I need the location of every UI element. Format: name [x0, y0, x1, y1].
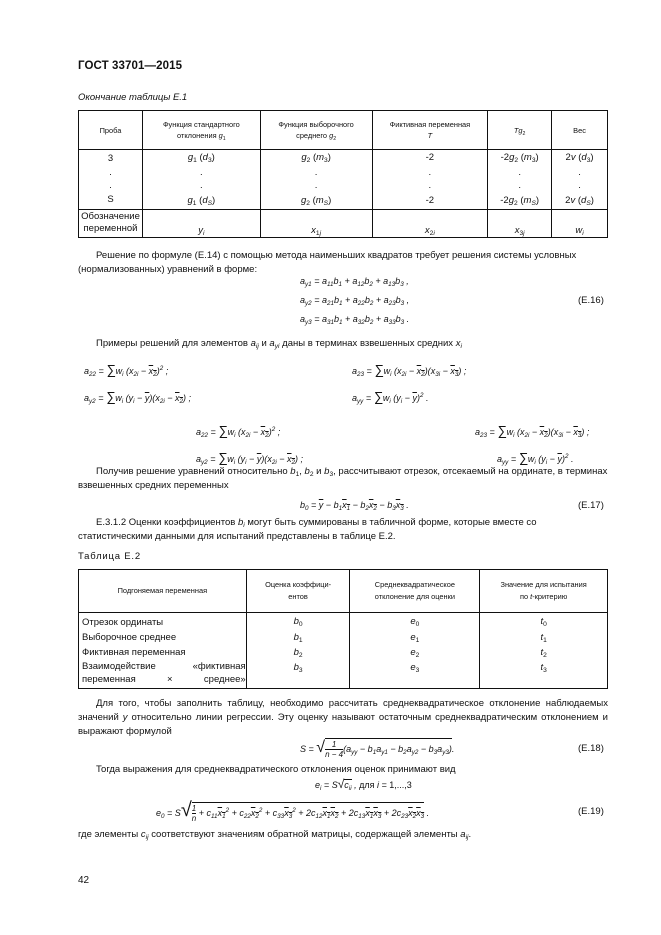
paragraph-1: Решение по формуле (Е.14) с помощью метода наименьших квадратов требует решения системы условных (нормализованных) уравнений в форме: — [78, 250, 577, 275]
table-cell: $b_0$ — [246, 613, 350, 631]
table-cell: . — [372, 166, 488, 180]
paragraph-3: Получив решение уравнений относительно $b_1$, $b_2$ и $b_3$, рассчитывают отрезок, отсекаемый на ординате, в терминах взвешенных средних переменных — [78, 466, 608, 491]
table-cell: $t_0$ — [480, 613, 608, 631]
table-cell: $t_3$ — [480, 660, 608, 689]
table-cell: . — [372, 179, 488, 193]
table-cell: . — [79, 166, 143, 180]
equation-ei: $e_i = S√c_{ii}$ , для i = 1,...,3 — [315, 777, 412, 792]
paragraph-6: Тогда выражения для среднеквадратического отклонения оценок принимают вид — [96, 764, 456, 775]
equation-e18: S = √ $\frac{1}{n - 4}$ $(a_{yy} - b_1a_{y1} - b_2a_{y2} - b_3a_{y3})$. — [300, 738, 455, 759]
table-cell: $g_1$ $(d_3)$ — [142, 150, 260, 166]
table-cell: $x_{2i}$ — [372, 210, 488, 238]
table-cell: . — [260, 166, 372, 180]
table-cell: . — [552, 179, 608, 193]
table-cell: $x_{3j}$ — [488, 210, 552, 238]
table-cell: $e_1$ — [350, 630, 480, 645]
example-ayy-right: $a_{yy} = \sum w_i$ $(y_i - \overline{y})^2$ . — [352, 389, 429, 405]
table-cell: Фиктивная переменная — [79, 645, 247, 660]
table2-header: Среднеквадратическое отклонение для оценки — [350, 570, 480, 613]
page-number: 42 — [78, 875, 90, 886]
equation-e17: $b_0 = \overline{y} - b_1x_1 - b_2x_2 - b_3x_3$ . — [300, 500, 409, 512]
equation-e16-line2: $a_{y2} = a_{21}b_1 + a_{22}b_2 + a_{23}b_3$ , — [300, 295, 410, 307]
table2-caption: Таблица Е.2 — [78, 551, 141, 562]
example-a23-right: $a_{23} = \sum w_i$ $(x_{2i} - x_2)(x_{3i} - x_3)$ ; — [352, 362, 467, 378]
table1-header: Фиктивная переменная T — [372, 111, 488, 150]
table-cell: $-2g_2$ $(m_S)$ — [488, 193, 552, 210]
example-ayy: $a_{yy} = \sum w_i$ $(y_i - \overline{y})^2$ . — [497, 450, 574, 466]
table-cell: $x_{1j}$ — [260, 210, 372, 238]
example-a23: $a_{23} = \sum w_i$ $(x_{2i} - x_2)(x_{3i} - x_3)$ ; — [475, 423, 590, 439]
equation-e16-line1: $a_{y1} = a_{11}b_1 + a_{12}b_2 + a_{13}b_3$ , — [300, 276, 409, 288]
table-cell: . — [260, 179, 372, 193]
document-header: ГОСТ 33701—2015 — [78, 60, 183, 72]
table-cell: $t_1$ — [480, 630, 608, 645]
table1-header: Проба — [79, 111, 143, 150]
table-cell: $b_2$ — [246, 645, 350, 660]
equation-number-e18: (Е.18) — [578, 743, 604, 754]
table-e2 — [78, 569, 608, 689]
table-cell: 2v $(d_3)$ — [552, 150, 608, 166]
paragraph-5: Для того, чтобы заполнить таблицу, необходимо рассчитать среднеквадратическое отклонение наблюдаемых значений y относительно линии регрессии. Эту оценку называют остаточным среднеквадратическим отклонением и выражают формулой — [78, 698, 608, 737]
table-cell: $b_3$ — [246, 660, 350, 689]
table-cell: $-2g_2$ $(m_3)$ — [488, 150, 552, 166]
table1-caption: Окончание таблицы Е.1 — [78, 92, 188, 103]
table-cell: $e_2$ — [350, 645, 480, 660]
table2-header: Подгоняемая переменная — [79, 570, 247, 613]
table1-header: Функция стандартного отклонения $g_1$ — [142, 111, 260, 150]
table-cell: 2v $(d_S)$ — [552, 193, 608, 210]
table-cell: Взаимодействие «фиктивная переменная × среднее» — [79, 660, 247, 689]
table-cell: Обозначение переменной — [79, 210, 143, 238]
table-cell: $b_1$ — [246, 630, 350, 645]
table-cell: $g_1$ $(d_S)$ — [142, 193, 260, 210]
equation-number-e19: (Е.19) — [578, 806, 604, 817]
table-cell: -2 — [372, 150, 488, 166]
table-cell: $g_2$ $(m_3)$ — [260, 150, 372, 166]
equation-e16-line3: $a_{y3} = a_{31}b_1 + a_{32}b_2 + a_{33}b_3$ . — [300, 314, 410, 326]
table1-header: Функция выборочного среднего $g_2$ — [260, 111, 372, 150]
paragraph-4: Е.3.1.2 Оценки коэффициентов $b_i$ могут быть суммированы в табличной форме, которые вместе со статистическими данными для испытаний представлены в таблице Е.2. — [78, 517, 537, 542]
example-ay2: $a_{y2} = \sum w_i$ $(y_i - \overline{y})(x_{2i} - x_2)$ ; — [196, 450, 304, 466]
equation-e19: $e_0 = S√$ $\frac{1}{n}$ + $c_{11}x_1^2 + c_{22}x_2^2 + c_{33}x_3^2 + 2c_{12}x_1x_2 + 2c_{13}x_1x_3 + 2c_{23}x_2x_3$ . — [156, 799, 430, 824]
paragraph-7: где элементы $c_{ij}$ соответствуют значениям обратной матрицы, содержащей элементы $a_{ij}$. — [78, 829, 472, 841]
equation-number-e17: (Е.17) — [578, 500, 604, 511]
table-cell: $y_i$ — [142, 210, 260, 238]
table-cell: Выборочное среднее — [79, 630, 247, 645]
table-cell: . — [142, 179, 260, 193]
table-cell: $e_0$ — [350, 613, 480, 631]
table-cell: -2 — [372, 193, 488, 210]
table-cell: $e_3$ — [350, 660, 480, 689]
example-a22-left: $a_{22} = \sum w_i$ $(x_{2i} - x_2)^2$ ; — [84, 362, 169, 378]
table-cell: $t_2$ — [480, 645, 608, 660]
table-cell: S — [79, 193, 143, 210]
table-cell: . — [79, 179, 143, 193]
table-cell: . — [488, 166, 552, 180]
table-cell: . — [488, 179, 552, 193]
table1-header: $Tg_2$ — [488, 111, 552, 150]
table-e1 — [78, 110, 608, 238]
table-cell: . — [142, 166, 260, 180]
table-cell: Отрезок ординаты — [79, 613, 247, 631]
table-cell: . — [552, 166, 608, 180]
table1-header: Вес — [552, 111, 608, 150]
example-ay2-left: $a_{y2} = \sum w_i$ $(y_i - \overline{y})(x_{2i} - x_2)$ ; — [84, 389, 192, 405]
example-a22: $a_{22} = \sum w_i$ $(x_{2i} - x_2)^2$ ; — [196, 423, 281, 439]
table-cell: $g_2$ $(m_S)$ — [260, 193, 372, 210]
table2-header: Оценка коэффици- ентов — [246, 570, 350, 613]
table-cell: $w_i$ — [552, 210, 608, 238]
table2-header: Значение для испытания по t-критерию — [480, 570, 608, 613]
equation-number-e16: (Е.16) — [578, 295, 604, 306]
paragraph-2: Примеры решений для элементов $a_{ij}$ и $a_{yi}$ даны в терминах взвешенных средних $x_i$ — [96, 338, 462, 350]
table-cell: 3 — [79, 150, 143, 166]
